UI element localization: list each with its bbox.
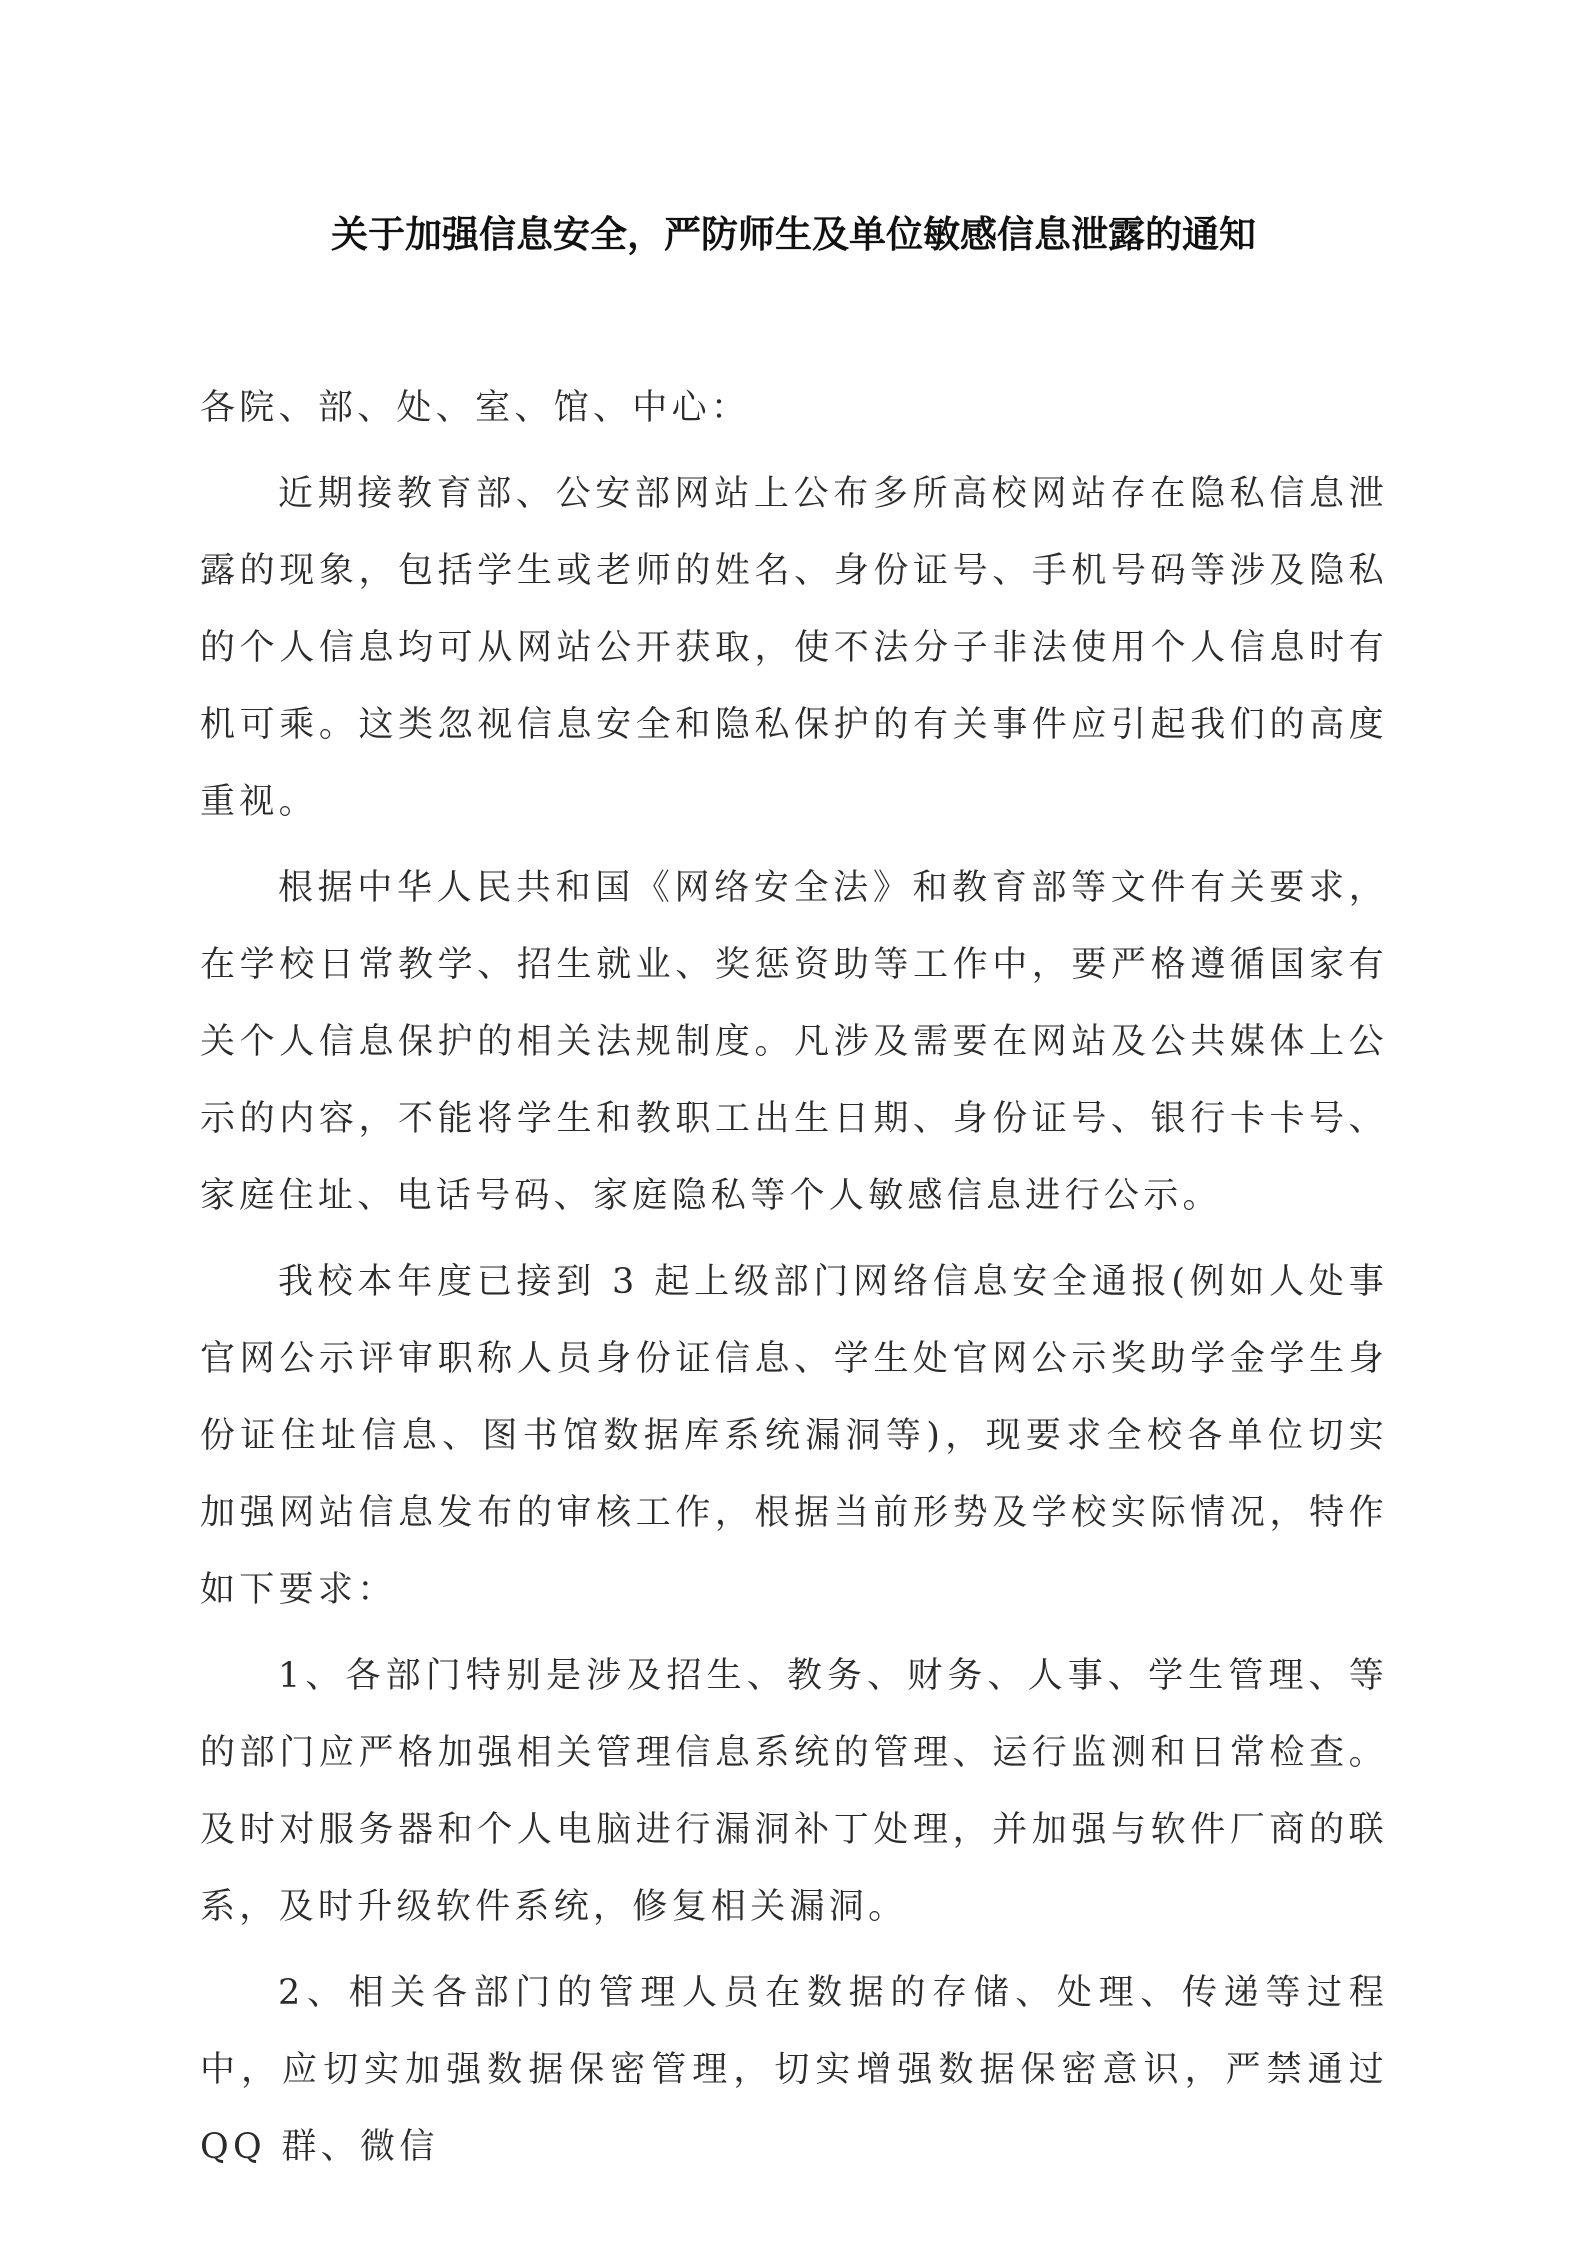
- paragraph-security-reports: 我校本年度已接到 3 起上级部门网络信息安全通报(例如人处事官网公示评审职称人员身份证信息、学生处官网公示奖助学金学生身份证住址信息、图书馆数据库系统漏洞等)，现要求全校各单位切实加强网站信息发布的审核工作，根据当前形势及学校实际情况，特作如下要求：: [200, 1262, 1388, 1610]
- paragraph-legal-requirements: 根据中华人民共和国《网络安全法》和教育部等文件有关要求，在学校日常教学、招生就业、奖惩资助等工作中，要严格遵循国家有关个人信息保护的相关法规制度。凡涉及需要在网站及公共媒体上公示的内容，不能将学生和教职工出生日期、身份证号、银行卡卡号、家庭住址、电话号码、家庭隐私等个人敏感信息进行公示。: [200, 868, 1388, 1216]
- document-body: [200, 370, 1388, 2195]
- paragraph-privacy-leak-notice: 近期接教育部、公安部网站上公布多所高校网站存在隐私信息泄露的现象，包括学生或老师的姓名、身份证号、手机号码等涉及隐私的个人信息均可从网站公开获取，使不法分子非法使用个人信息时有机可乘。这类忽视信息安全和隐私保护的有关事件应引起我们的高度重视。: [200, 474, 1388, 822]
- salutation: 各院、部、处、室、馆、中心：: [200, 388, 751, 428]
- document-title: 关于加强信息安全，严防师生及单位敏感信息泄露的通知: [331, 213, 1256, 256]
- paragraph-requirement-1: 1、各部门特别是涉及招生、教务、财务、人事、学生管理、等的部门应严格加强相关管理信息系统的管理、运行监测和日常检查。及时对服务器和个人电脑进行漏洞补丁处理，并加强与软件厂商的联系，及时升级软件系统，修复相关漏洞。: [200, 1656, 1388, 1927]
- paragraph-requirement-2: 2、相关各部门的管理人员在数据的存储、处理、传递等过程中，应切实加强数据保密管理，切实增强数据保密意识，严禁通过 QQ 群、微信: [200, 1973, 1388, 2167]
